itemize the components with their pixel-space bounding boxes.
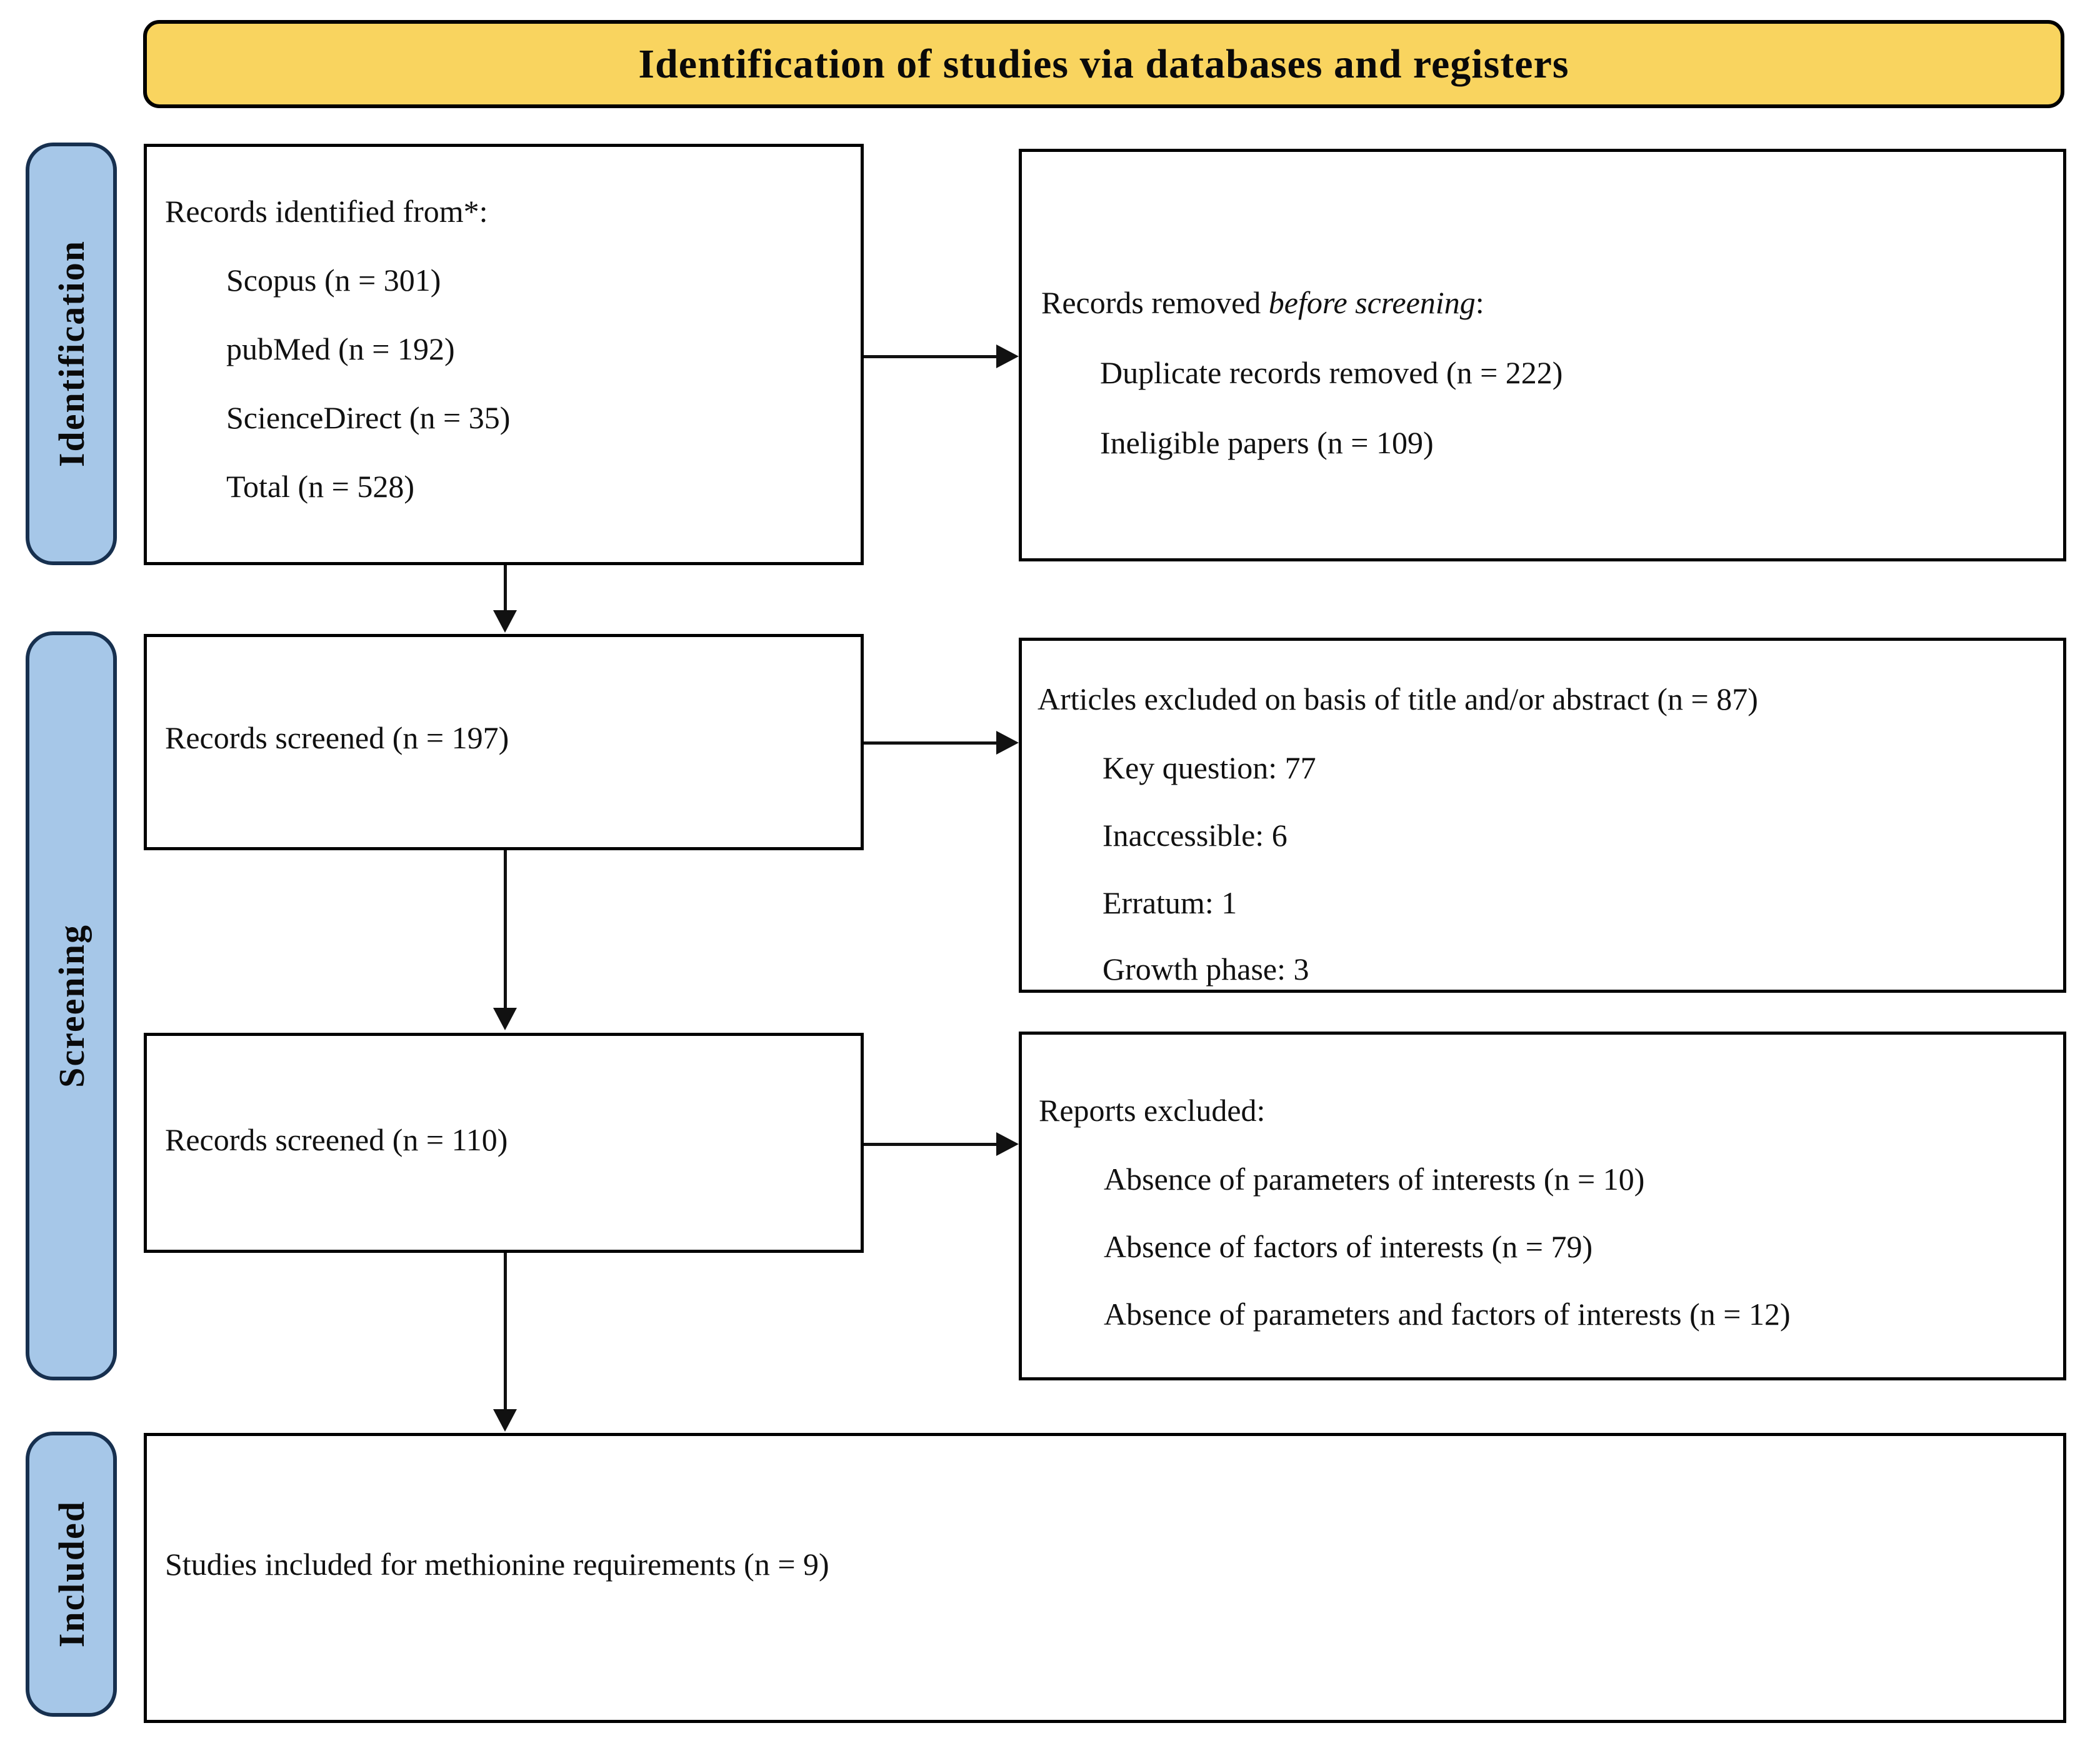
- arrow-screened2-to-reports-head: [996, 1132, 1019, 1156]
- title-banner: [143, 20, 2064, 108]
- arrow-screened2-to-reports-line: [864, 1143, 998, 1146]
- stage-label-identification: [26, 143, 117, 565]
- arrow-screened2-to-included-head: [493, 1409, 517, 1432]
- records-removed-heading: [1041, 285, 1484, 321]
- records-identified-item: Total (n = 528): [226, 469, 415, 504]
- title-text: Identification of studies via databases and registers: [638, 41, 1569, 87]
- articles-excluded-item: Key question: 77: [1102, 750, 1316, 785]
- arrow-screened1-to-screened2-line: [504, 850, 507, 1009]
- records-identified-heading: Records identified from*:: [165, 194, 488, 229]
- stage-label-identification-text: Identification: [51, 240, 92, 468]
- arrow-screened1-to-excluded-line: [864, 741, 998, 745]
- records-identified-item: ScienceDirect (n = 35): [226, 400, 511, 435]
- records-removed-item: Ineligible papers (n = 109): [1100, 425, 1434, 460]
- studies-included-heading: Studies included for methionine requirements (n = 9): [165, 1547, 829, 1582]
- arrow-screened1-to-excluded-head: [996, 731, 1019, 755]
- records-screened-1-heading: Records screened (n = 197): [165, 720, 509, 755]
- stage-label-screening: [26, 631, 117, 1380]
- stage-label-screening-text: Screening: [51, 924, 92, 1088]
- articles-excluded-item: Inaccessible: 6: [1102, 818, 1288, 853]
- arrow-identified-to-removed-line: [864, 355, 998, 358]
- arrow-identified-to-screened1-line: [504, 565, 507, 611]
- records-identified-item: Scopus (n = 301): [226, 263, 441, 298]
- records-identified-item: pubMed (n = 192): [226, 331, 455, 366]
- arrow-identified-to-removed-head: [996, 344, 1019, 368]
- articles-excluded-item: Growth phase: 3: [1102, 952, 1309, 987]
- reports-excluded-item: Absence of parameters of interests (n = 10): [1104, 1162, 1645, 1197]
- reports-excluded-heading: Reports excluded:: [1039, 1093, 1266, 1128]
- records-removed-item: Duplicate records removed (n = 222): [1100, 355, 1563, 390]
- records-removed-heading-suffix: :: [1475, 285, 1484, 320]
- arrow-screened1-to-screened2-head: [493, 1008, 517, 1030]
- arrow-screened2-to-included-line: [504, 1253, 507, 1410]
- records-screened-2-heading: Records screened (n = 110): [165, 1122, 508, 1157]
- arrow-identified-to-screened1-head: [493, 610, 517, 633]
- records-removed-heading-prefix: Records removed: [1041, 285, 1269, 320]
- reports-excluded-item: Absence of parameters and factors of interests (n = 12): [1104, 1297, 1791, 1332]
- stage-label-included: [26, 1432, 117, 1717]
- reports-excluded-item: Absence of factors of interests (n = 79): [1104, 1229, 1593, 1264]
- records-removed-heading-italic: before screening: [1268, 285, 1476, 320]
- stage-label-included-text: Included: [51, 1500, 92, 1648]
- articles-excluded-heading: Articles excluded on basis of title and/or abstract (n = 87): [1038, 681, 1758, 716]
- articles-excluded-item: Erratum: 1: [1102, 885, 1238, 920]
